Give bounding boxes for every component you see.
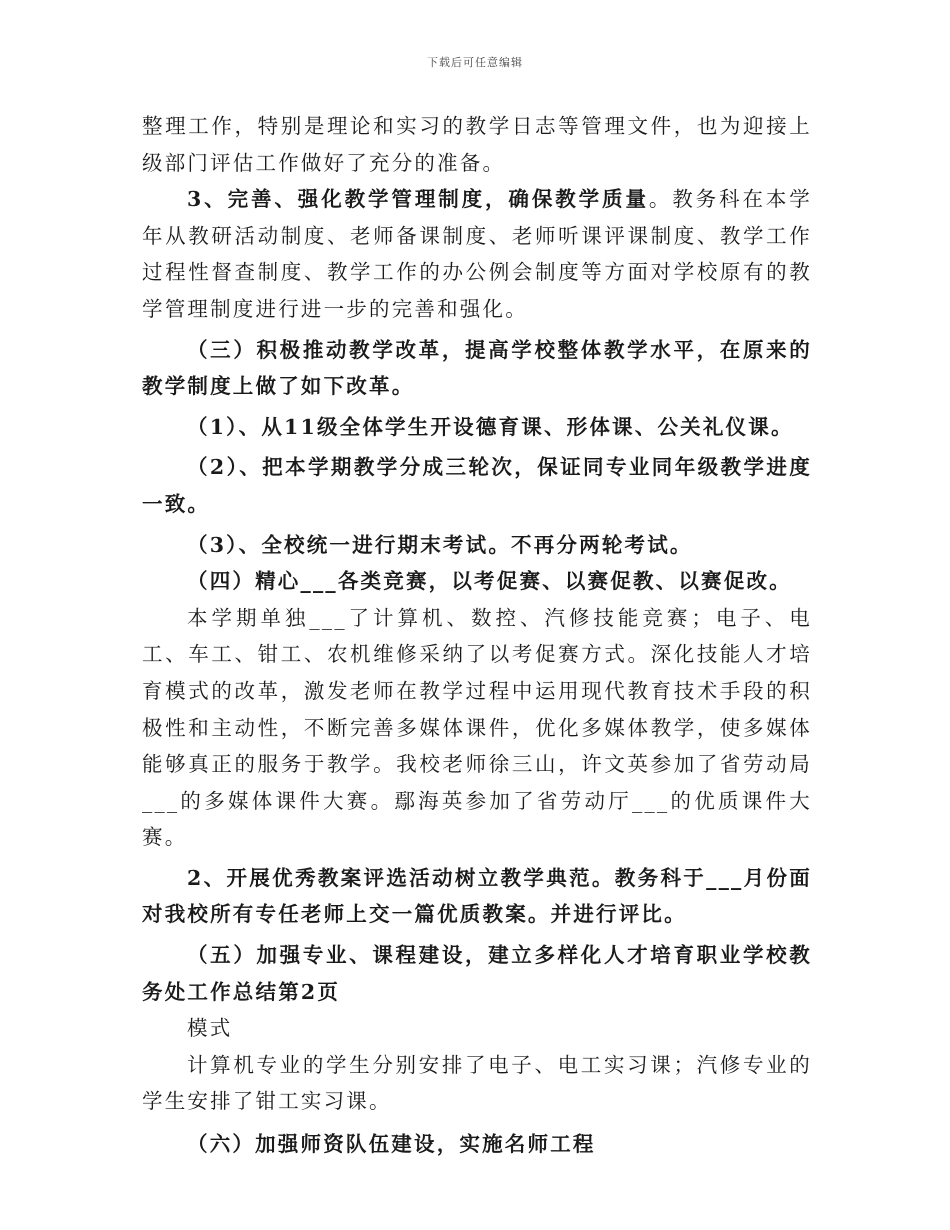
reform-item-2: （2）、把本学期教学分成三轮次，保证同专业同年级教学进度一致。 <box>142 455 812 516</box>
paragraph-lesson-plan-contest: 2、开展优秀教案评选活动树立教学典范。教务科于___月份面对我校所有专任老师上交一篇优质教案。并进行评比。 <box>142 865 812 927</box>
reform-item-1: （1）、从11级全体学生开设德育课、形体课、公关礼仪课。 <box>187 414 794 439</box>
section-heading-3: 3、完善、强化教学管理制度，确保教学质量 <box>187 187 649 212</box>
paragraph-majors: 计算机专业的学生分别安排了电子、电工实习课；汽修专业的学生安排了钳工实习课。 <box>142 1052 812 1114</box>
section-heading-teachers: （六）加强师资队伍建设，实施名师工程 <box>187 1132 596 1157</box>
section-heading-reform: （三）积极推动教学改革，提高学校整体教学水平，在原来的教学制度上做了如下改革。 <box>142 337 812 399</box>
document-body <box>142 108 812 1163</box>
paragraph-filing-work: 整理工作，特别是理论和实习的教学日志等管理文件，也为迎接上级部门评估工作做好了充分的准备。 <box>142 114 812 175</box>
paragraph-competitions: 本学期单独___了计算机、数控、汽修技能竞赛；电子、电工、车工、钳工、农机维修采纳了以考促赛方式。深化技能人才培育模式的改革，激发老师在教学过程中运用现代教育技术手段的积极性和主动性，不断完善多媒体课件，优化多媒体教学，使多媒体能够真正的服务于教学。我校老师徐三山，许文英参加了省劳动局___的多媒体课件大赛。鄢海英参加了省劳动厅___的优质课件大赛。 <box>142 605 812 850</box>
reform-item-3: （3）、全校统一进行期末考试。不再分两轮考试。 <box>187 532 693 557</box>
page-header-note: 下载后可任意编辑 <box>427 56 523 69</box>
section-heading-curriculum: （五）加强专业、课程建设，建立多样化人才培育职业学校教务处工作总结第2页 <box>142 943 812 1004</box>
paragraph-mode: 模式 <box>187 1016 233 1041</box>
paragraph-management-system <box>142 181 812 327</box>
paragraph-management-system-text: 。教务科在本学年从教研活动制度、老师备课制度、老师听课评课制度、教学工作过程性督查制度、教学工作的办公例会制度等方面对学校原有的教学管理制度进行进一步的完善和强化。 <box>142 187 813 321</box>
section-heading-competitions: （四）精心___各类竞赛，以考促赛、以赛促教、以赛促改。 <box>187 569 792 594</box>
